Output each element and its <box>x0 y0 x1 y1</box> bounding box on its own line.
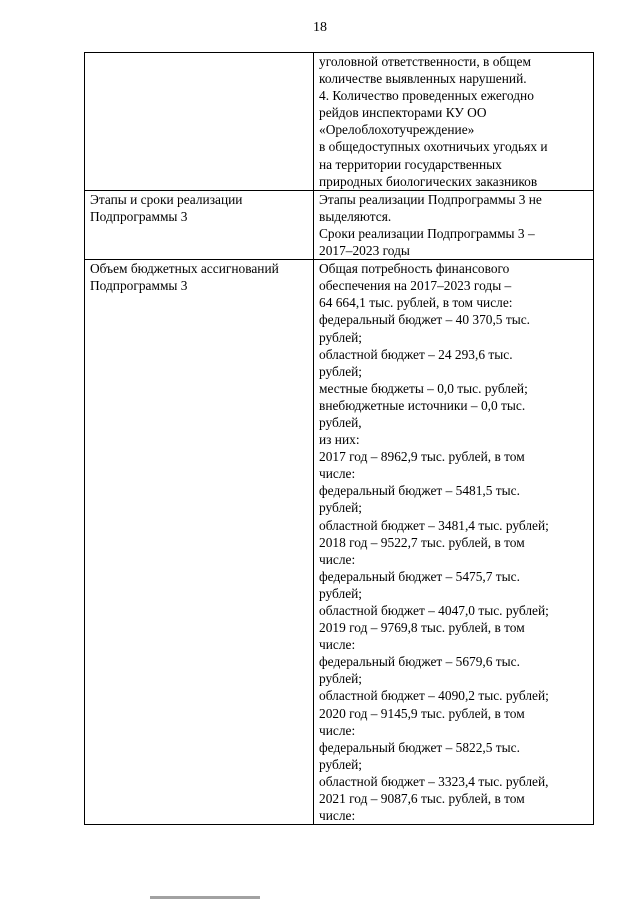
cell-text-line: числе: <box>319 466 356 482</box>
cell-text-line: «Орелоблохотучреждение» <box>319 122 475 138</box>
table-row <box>85 260 594 825</box>
cell-text-line: в общедоступных охотничьих угодьях и <box>319 139 548 155</box>
cell-text-line: федеральный бюджет – 5679,6 тыс. <box>319 654 520 670</box>
cell-text-line: Этапы реализации Подпрограммы 3 не <box>319 191 542 207</box>
cell-text-line: рублей; <box>319 671 363 687</box>
cell-text-line: числе: <box>319 551 356 567</box>
row-content-cell <box>314 190 594 259</box>
cell-text-line: областной бюджет – 4090,2 тыс. рублей; <box>319 688 549 704</box>
cell-text-line: федеральный бюджет – 5481,5 тыс. <box>319 483 520 499</box>
page-number: 18 <box>313 20 327 35</box>
cell-text-line: областной бюджет – 24 293,6 тыс. <box>319 346 513 362</box>
table-row <box>85 190 594 259</box>
cell-text-line: Подпрограммы 3 <box>90 278 188 294</box>
cell-text-line: Общая потребность финансового <box>319 261 510 277</box>
cell-text-line: Подпрограммы 3 <box>90 208 188 224</box>
cell-text-line: 4. Количество проведенных ежегодно <box>319 88 534 104</box>
cell-text-line: числе: <box>319 808 356 824</box>
row-label-cell <box>85 190 314 259</box>
row-label-cell <box>85 260 314 825</box>
cell-text-line: федеральный бюджет – 5475,7 тыс. <box>319 568 520 584</box>
cell-text-line: 2019 год – 9769,8 тыс. рублей, в том <box>319 620 525 636</box>
row-content-cell <box>314 260 594 825</box>
row-content-cell <box>314 53 594 191</box>
cell-text-line: Сроки реализации Подпрограммы 3 – <box>319 225 535 241</box>
cell-text-line: рублей; <box>319 756 363 772</box>
cell-text-line: федеральный бюджет – 5822,5 тыс. <box>319 739 520 755</box>
cell-text-line: областной бюджет – 3481,4 тыс. рублей; <box>319 517 549 533</box>
table-row <box>85 53 594 191</box>
passport-table <box>84 52 594 825</box>
row-label-cell <box>85 53 314 191</box>
cell-text-line: 2018 год – 9522,7 тыс. рублей, в том <box>319 534 525 550</box>
cell-text-line: Объем бюджетных ассигнований <box>90 261 279 277</box>
cell-text-line: числе: <box>319 637 356 653</box>
cell-text-line: 2017–2023 годы <box>319 243 410 259</box>
cell-text-line: на территории государственных <box>319 156 502 172</box>
table-body <box>85 53 594 825</box>
cell-text-line: областной бюджет – 4047,0 тыс. рублей; <box>319 603 549 618</box>
cell-text-line: 2017 год – 8962,9 тыс. рублей, в том <box>319 449 525 465</box>
cell-text-line: из них: <box>319 432 360 448</box>
cell-text-line: федеральный бюджет – 40 370,5 тыс. <box>319 312 530 328</box>
cell-text-line: рублей; <box>319 500 363 516</box>
cell-text-line: Этапы и сроки реализации <box>90 191 243 207</box>
cell-text-line: обеспечения на 2017–2023 годы – <box>319 278 512 294</box>
cell-text-line: природных биологических заказников <box>319 173 538 189</box>
cell-text-line: 2020 год – 9145,9 тыс. рублей, в том <box>319 705 525 721</box>
cell-text-line: рейдов инспекторами КУ ОО <box>319 105 487 121</box>
cell-text-line: областной бюджет – 3323,4 тыс. рублей, <box>319 773 549 789</box>
scan-artifact <box>150 896 260 899</box>
cell-text-line: количестве выявленных нарушений. <box>319 71 527 87</box>
cell-text-line: рублей; <box>319 363 363 379</box>
cell-text-line: местные бюджеты – 0,0 тыс. рублей; <box>319 380 528 396</box>
cell-text-line: уголовной ответственности, в общем <box>319 54 531 69</box>
cell-text-line: 2021 год – 9087,6 тыс. рублей, в том <box>319 791 525 807</box>
cell-text-line: числе: <box>319 722 356 738</box>
cell-text-line: выделяются. <box>319 208 392 224</box>
cell-text-line: рублей; <box>319 585 363 601</box>
cell-text-line: 64 664,1 тыс. рублей, в том числе: <box>319 295 513 311</box>
cell-text-line: рублей; <box>319 329 363 345</box>
cell-text-line: рублей, <box>319 414 362 430</box>
cell-text-line: внебюджетные источники – 0,0 тыс. <box>319 397 526 413</box>
